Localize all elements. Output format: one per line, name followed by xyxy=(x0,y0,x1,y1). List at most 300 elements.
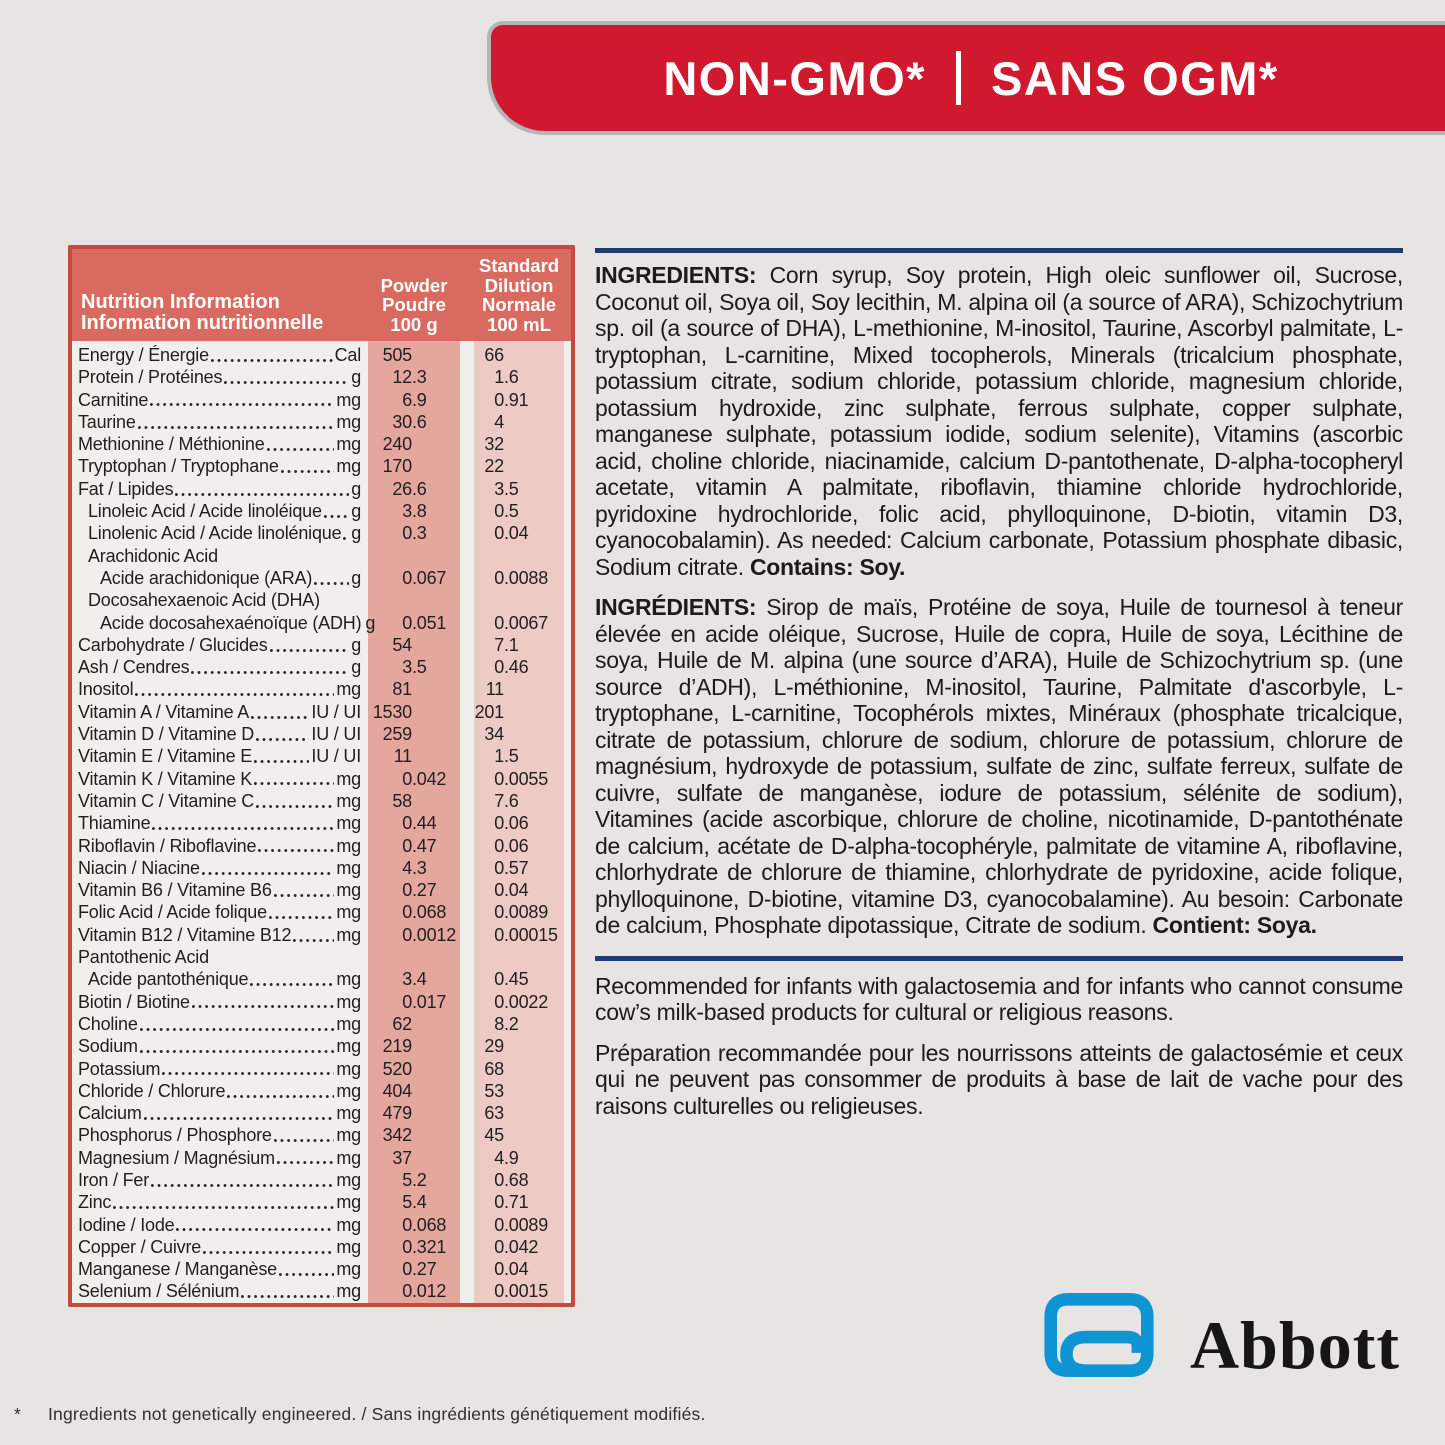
row-label-cell xyxy=(72,1258,368,1280)
column-gap xyxy=(460,389,474,411)
row-label-cell xyxy=(72,879,368,901)
leader-dots xyxy=(162,1058,334,1080)
table-row xyxy=(72,1191,571,1213)
dilution-value: 0 .0055 xyxy=(494,768,549,789)
row-label: Vitamin D / Vitamine D xyxy=(78,724,255,745)
table-row xyxy=(72,1124,571,1146)
dilution-value: 0 .00015 xyxy=(494,924,558,945)
divider-rule-bottom xyxy=(595,956,1403,961)
dilution-value: 0 .57 xyxy=(494,857,529,878)
row-unit: g xyxy=(351,657,361,678)
dilution-value: 0 .68 xyxy=(494,1169,529,1190)
powder-value: 505 xyxy=(382,345,412,365)
dilution-value: 7 .1 xyxy=(494,634,519,655)
table-title xyxy=(72,249,368,341)
column-gap xyxy=(460,1169,474,1191)
row-label: Manganese / Manganèse xyxy=(78,1259,277,1280)
powder-value: 0 .0012 xyxy=(402,924,457,945)
abbott-logo xyxy=(1044,1293,1400,1383)
row-unit: mg xyxy=(336,1058,361,1079)
row-label: Inositol xyxy=(78,679,134,700)
row-label: Methionine / Méthionine xyxy=(78,434,265,455)
dilution-value: 3 .5 xyxy=(494,478,519,499)
row-unit: g xyxy=(351,634,361,655)
row-label-cell xyxy=(72,478,368,500)
row-label-cell xyxy=(72,656,368,678)
row-label-cell xyxy=(72,991,368,1013)
leader-dots xyxy=(113,1191,334,1213)
bold-text: Contient: Soya. xyxy=(1152,912,1317,938)
column-gap xyxy=(460,1035,474,1057)
row-label: Riboflavin / Riboflavine xyxy=(78,835,257,856)
body-text: Sirop de maïs, Protéine de soya, Huile de tournesol à teneur élevée en acide oléique, Sucrose, Huile de copra, Huile de soya, Lécithine de soya, Huile de M. alpina (une source d’ARA), Huile de Schizochytrium sp. (une source d’ADH), L-méthionine, M-inositol, Taurine, Palmitate d'ascorbyle, L-tryptophane, L-carnitine, Tocophérols mixtes, Minéraux (phosphate tricalcique, citrate de potassium, chlorure de sodium, chlorure de potassium, chlorure de magnésium, hydroxyde de potassium, sulfate de zinc, sulfate ferreux, sulfate de cuivre, sulfate de manganèse, iodure de potassium, sélénite de sodium), Vitamines (acide ascorbique, chlorure de choline, nicotinamide, D-pantothénate de calcium, acétate de D-alpha-tocophéryle, palmitate de vitamine A, riboflavine, chlorhydrate de chlorure de thiamine, chlorhydrate de pyridoxine, acide folique, phylloquinone, D-biotine, vitamine D3, cyanocobalamine). Au besoin: Carbonate de calcium, Phosphate dipotassique, Citrate de sodium. xyxy=(595,594,1403,938)
row-label-cell xyxy=(72,567,368,589)
row-label-cell xyxy=(72,522,368,544)
table-row xyxy=(72,812,571,834)
dilution-value: 0 .06 xyxy=(494,813,529,834)
row-label-cell xyxy=(72,678,368,700)
row-label-cell xyxy=(72,589,368,611)
powder-value: 0 .44 xyxy=(402,813,437,834)
footnote xyxy=(14,1404,706,1425)
row-label-cell xyxy=(72,1102,368,1124)
table-row xyxy=(72,745,571,767)
column-gap xyxy=(460,723,474,745)
ingredients-fr-paragraph xyxy=(595,594,1403,939)
row-label: Selenium / Sélénium xyxy=(78,1281,240,1302)
row-label: Choline xyxy=(78,1013,138,1034)
abbott-a-icon xyxy=(1044,1293,1154,1377)
row-label: Protein / Protéines xyxy=(78,367,223,388)
column-gap xyxy=(460,1080,474,1102)
table-row xyxy=(72,857,571,879)
table-row xyxy=(72,1236,571,1258)
table-body xyxy=(72,341,571,1303)
row-label: Carnitine xyxy=(78,389,149,410)
leader-dots xyxy=(279,1258,334,1280)
table-row xyxy=(72,701,571,723)
row-label: Linoleic Acid / Acide linoléique xyxy=(88,501,322,522)
row-unit: IU / UI xyxy=(311,746,361,767)
dilution-value: 63 xyxy=(484,1103,504,1124)
row-unit: mg xyxy=(336,434,361,455)
leader-dots xyxy=(267,433,335,455)
row-unit: mg xyxy=(336,790,361,811)
row-label-cell xyxy=(72,790,368,812)
column-gap xyxy=(460,366,474,388)
row-label-cell xyxy=(72,634,368,656)
table-row xyxy=(72,1169,571,1191)
powder-header-line: Poudre xyxy=(382,294,446,315)
leader-dots xyxy=(270,634,350,656)
footnote-text: Ingredients not genetically engineered. / Sans ingrédients génétiquement modifiés. xyxy=(48,1404,706,1424)
column-gap xyxy=(460,455,474,477)
row-label-cell xyxy=(72,1035,368,1057)
powder-value: 0 .068 xyxy=(402,902,447,923)
row-label: Pantothenic Acid xyxy=(78,947,209,968)
table-row xyxy=(72,389,571,411)
leader-dots xyxy=(274,879,335,901)
leader-dots xyxy=(277,1147,335,1169)
powder-value: 0 .27 xyxy=(402,880,437,901)
dilution-value: 0 .0067 xyxy=(494,612,549,633)
row-unit: mg xyxy=(336,857,361,878)
dilution-value: 0 .0089 xyxy=(494,1214,549,1235)
row-label: Niacin / Niacine xyxy=(78,857,200,878)
powder-value: 3 .4 xyxy=(402,969,427,990)
leader-dots xyxy=(251,701,309,723)
table-row xyxy=(72,433,571,455)
row-unit: mg xyxy=(336,902,361,923)
dilution-value: 29 xyxy=(484,1036,504,1057)
leader-dots xyxy=(324,500,349,522)
leader-dots xyxy=(140,1013,335,1035)
dilution-value: 0 .71 xyxy=(494,1192,529,1213)
powder-value: 0 .012 xyxy=(402,1281,447,1302)
powder-value: 11 xyxy=(393,746,412,767)
leader-dots xyxy=(140,1035,335,1057)
row-label-cell xyxy=(72,812,368,834)
leader-dots xyxy=(281,455,335,477)
table-row xyxy=(72,478,571,500)
table-row xyxy=(72,946,571,968)
leader-dots xyxy=(144,1102,335,1124)
column-gap xyxy=(460,634,474,656)
row-unit: g xyxy=(351,478,361,499)
bold-text: INGRÉDIENTS: xyxy=(595,594,757,620)
row-unit: mg xyxy=(336,924,361,945)
row-label-cell xyxy=(72,924,368,946)
column-gap xyxy=(460,612,474,634)
row-label-cell xyxy=(72,1214,368,1236)
row-unit: mg xyxy=(336,1281,361,1302)
leader-dots xyxy=(152,812,334,834)
row-unit: mg xyxy=(336,1147,361,1168)
row-unit: mg xyxy=(336,991,361,1012)
row-unit: IU / UI xyxy=(311,724,361,745)
leader-dots xyxy=(224,366,349,388)
leader-dots xyxy=(269,901,334,923)
row-label-cell xyxy=(72,612,376,634)
powder-value: 479 xyxy=(382,1103,412,1124)
powder-header-line: Powder xyxy=(380,274,448,296)
dilution-value: 0 .0015 xyxy=(494,1281,549,1302)
row-label-cell xyxy=(72,901,368,923)
row-label: Vitamin A / Vitamine A xyxy=(78,701,250,722)
row-label: Fat / Lipides xyxy=(78,478,174,499)
row-label: Copper / Cuivre xyxy=(78,1236,202,1257)
dilution-value: 4 .9 xyxy=(494,1147,519,1168)
row-label: Ash / Cendres xyxy=(78,657,190,678)
row-label-cell xyxy=(72,433,368,455)
banner-text-fr: SANS OGM* xyxy=(990,51,1279,105)
column-gap xyxy=(460,879,474,901)
row-unit: mg xyxy=(336,1013,361,1034)
table-header xyxy=(72,249,571,341)
banner-divider xyxy=(956,51,961,105)
row-label-cell xyxy=(72,455,368,477)
row-label: Sodium xyxy=(78,1036,138,1057)
column-gap xyxy=(460,835,474,857)
dilution-value: 11 xyxy=(485,679,504,700)
dilution-header-line: 100 mL xyxy=(487,313,551,335)
row-unit: mg xyxy=(336,835,361,856)
row-label: Potassium xyxy=(78,1058,161,1079)
row-unit: mg xyxy=(336,1192,361,1213)
row-label: Docosahexaenoic Acid (DHA) xyxy=(88,590,320,611)
column-gap xyxy=(460,946,474,968)
dilution-value: 4 xyxy=(494,411,504,432)
table-title-fr: Information nutritionnelle xyxy=(81,312,324,334)
powder-value xyxy=(368,946,460,968)
row-label-cell xyxy=(72,1080,368,1102)
dilution-value: 8 .2 xyxy=(494,1013,519,1034)
dilution-value xyxy=(474,545,564,567)
row-label-cell xyxy=(72,1280,368,1302)
column-gap xyxy=(460,745,474,767)
row-unit: mg xyxy=(336,1036,361,1057)
table-row xyxy=(72,455,571,477)
row-label: Vitamin C / Vitamine C xyxy=(78,790,255,811)
table-row xyxy=(72,612,571,634)
leader-dots xyxy=(135,678,334,700)
leader-dots xyxy=(343,522,349,544)
ingredients-en-paragraph xyxy=(595,262,1403,580)
table-row xyxy=(72,344,571,366)
powder-value: 4 .3 xyxy=(402,857,427,878)
row-label-cell xyxy=(72,701,368,723)
dilution-value: 1 .6 xyxy=(494,367,519,388)
dilution-value: 7 .6 xyxy=(494,790,519,811)
leader-dots xyxy=(241,1280,334,1302)
row-unit: mg xyxy=(336,768,361,789)
column-gap xyxy=(460,567,474,589)
powder-value: 54 xyxy=(392,634,412,655)
row-label-cell xyxy=(72,545,368,567)
table-row xyxy=(72,1214,571,1236)
ingredients-section xyxy=(595,248,1403,1119)
column-gap xyxy=(460,411,474,433)
table-row xyxy=(72,545,571,567)
powder-value: 170 xyxy=(382,456,412,477)
column-gap xyxy=(460,433,474,455)
row-label-cell xyxy=(72,1058,368,1080)
row-label: Vitamin B6 / Vitamine B6 xyxy=(78,880,272,901)
column-gap xyxy=(460,790,474,812)
row-label-cell xyxy=(72,1191,368,1213)
table-row xyxy=(72,924,571,946)
row-unit: mg xyxy=(336,456,361,477)
table-row xyxy=(72,1258,571,1280)
row-label: Iron / Fer xyxy=(78,1169,150,1190)
row-unit: mg xyxy=(336,411,361,432)
table-row xyxy=(72,768,571,790)
dilution-value: 53 xyxy=(484,1080,504,1101)
table-row xyxy=(72,1013,571,1035)
table-row xyxy=(72,723,571,745)
table-title-en: Nutrition Information xyxy=(81,291,280,313)
row-label-cell xyxy=(72,344,368,366)
column-gap xyxy=(460,1258,474,1280)
dilution-value: 32 xyxy=(484,434,504,455)
leader-dots xyxy=(274,1124,335,1146)
row-label-cell xyxy=(72,1013,368,1035)
dilution-header-line: Dilution xyxy=(484,274,554,296)
dilution-value: 34 xyxy=(484,724,504,745)
powder-value: 30 .6 xyxy=(392,411,427,432)
leader-dots xyxy=(256,723,309,745)
table-row xyxy=(72,656,571,678)
column-gap xyxy=(460,1280,474,1302)
leader-dots xyxy=(254,768,334,790)
leader-dots xyxy=(258,835,334,857)
row-unit: mg xyxy=(336,1103,361,1124)
column-gap xyxy=(460,1102,474,1124)
column-gap xyxy=(460,901,474,923)
column-gap xyxy=(460,1236,474,1258)
row-label: Folic Acid / Acide folique xyxy=(78,902,267,923)
table-row xyxy=(72,634,571,656)
powder-value: 6 .9 xyxy=(402,389,427,410)
row-label: Iodine / Iode xyxy=(78,1214,175,1235)
powder-value: 0 .042 xyxy=(402,768,447,789)
leader-dots xyxy=(175,478,349,500)
row-label: Magnesium / Magnésium xyxy=(78,1147,275,1168)
table-row xyxy=(72,678,571,700)
table-row xyxy=(72,567,571,589)
row-unit: mg xyxy=(336,880,361,901)
dilution-value: 0 .5 xyxy=(494,501,519,522)
leader-dots xyxy=(191,656,349,678)
dilution-value xyxy=(474,589,564,611)
powder-value: 520 xyxy=(382,1058,412,1079)
leader-dots xyxy=(192,991,335,1013)
powder-value: 342 xyxy=(382,1125,412,1146)
row-label-cell xyxy=(72,411,368,433)
dilution-value: 66 xyxy=(484,345,504,365)
row-label: Taurine xyxy=(78,411,136,432)
table-row xyxy=(72,790,571,812)
row-label-cell xyxy=(72,1169,368,1191)
row-unit: mg xyxy=(336,1259,361,1280)
row-label: Carbohydrate / Glucides xyxy=(78,634,268,655)
powder-value: 0 .017 xyxy=(402,991,447,1012)
leader-dots xyxy=(202,857,335,879)
dilution-value: 0 .46 xyxy=(494,657,529,678)
table-row xyxy=(72,1280,571,1302)
powder-value: 0 .051 xyxy=(402,612,447,633)
powder-value: 240 xyxy=(382,434,412,455)
row-unit: mg xyxy=(336,813,361,834)
bold-text: INGREDIENTS: xyxy=(595,262,757,288)
column-gap xyxy=(460,344,474,366)
column-gap xyxy=(460,1013,474,1035)
row-unit: g xyxy=(351,523,361,544)
table-row xyxy=(72,968,571,990)
row-label-cell xyxy=(72,968,368,990)
dilution-header-line: Normale xyxy=(481,294,557,315)
row-label: Calcium xyxy=(78,1103,142,1124)
powder-value: 0 .068 xyxy=(402,1214,447,1235)
footnote-asterisk: * xyxy=(14,1404,22,1424)
column-gap xyxy=(460,701,474,723)
row-unit: Cal xyxy=(334,345,361,365)
dilution-header-line: Standard xyxy=(478,255,560,276)
row-unit: mg xyxy=(336,1080,361,1101)
row-label-cell xyxy=(72,500,368,522)
body-text: Corn syrup, Soy protein, High oleic sunflower oil, Sucrose, Coconut oil, Soya oil, Soy lecithin, M. alpina oil (a source of ARA), Schizochytrium sp. oil (a source of DHA), L-methionine, M-inositol, Taurine, Ascorbyl palmitate, L-tryptophan, L-carnitine, Mixed tocopherols, Minerals (tricalcium phosphate, potassium citrate, sodium chloride, potassium chloride, magnesium chloride, potassium hydroxide, zinc sulphate, ferrous sulphate, copper sulphate, manganese sulphate, potassium iodide, sodium selenite), Vitamins (ascorbic acid, choline chloride, niacinamide, calcium D-pantothenate, D-alpha-tocopheryl acetate, vitamin A palmitate, riboflavin, thiamine chloride hydrochloride, pyridoxine hydrochloride, folic acid, phylloquinone, D-biotin, vitamin D3, cyanocobalamin). As needed: Calcium carbonate, Potassium phosphate dibasic, Sodium citrate. xyxy=(595,262,1403,580)
row-label: Vitamin K / Vitamine K xyxy=(78,768,253,789)
leader-dots xyxy=(176,1214,334,1236)
powder-value: 5 .2 xyxy=(402,1169,427,1190)
row-label-cell xyxy=(72,1236,368,1258)
column-gap xyxy=(460,478,474,500)
row-unit: g xyxy=(351,567,361,588)
dilution-value: 201 xyxy=(474,701,504,722)
column-gap xyxy=(460,812,474,834)
row-label: Acide arachidonique (ARA) xyxy=(100,567,313,588)
row-label: Energy / Énergie xyxy=(78,345,209,365)
powder-value: 12 .3 xyxy=(392,367,427,388)
column-gap xyxy=(460,522,474,544)
powder-value: 0 .27 xyxy=(402,1259,437,1280)
powder-value: 0 .321 xyxy=(402,1236,447,1257)
dilution-value xyxy=(474,946,564,968)
leader-dots xyxy=(211,344,333,366)
table-row xyxy=(72,835,571,857)
row-label: Thiamine xyxy=(78,813,151,834)
column-gap xyxy=(460,545,474,567)
row-unit: g xyxy=(351,501,361,522)
row-label: Zinc xyxy=(78,1192,112,1213)
row-label-cell xyxy=(72,366,368,388)
row-label-cell xyxy=(72,745,368,767)
dilution-value: 0 .45 xyxy=(494,969,529,990)
dilution-value: 0 .042 xyxy=(494,1236,539,1257)
row-label-cell xyxy=(72,768,368,790)
leader-dots xyxy=(314,567,349,589)
table-row xyxy=(72,411,571,433)
column-gap xyxy=(460,924,474,946)
powder-value: 404 xyxy=(382,1080,412,1101)
row-label-cell xyxy=(72,1147,368,1169)
dilution-column-header xyxy=(474,249,564,341)
table-row xyxy=(72,991,571,1013)
leader-dots xyxy=(227,1080,334,1102)
column-gap xyxy=(460,678,474,700)
table-row xyxy=(72,879,571,901)
dilution-value: 0 .04 xyxy=(494,880,529,901)
table-row xyxy=(72,901,571,923)
table-row xyxy=(72,1035,571,1057)
bold-text: Contains: Soy. xyxy=(750,553,906,580)
abbott-wordmark: Abbott xyxy=(1189,1306,1400,1383)
row-label: Vitamin E / Vitamine E xyxy=(78,746,253,767)
powder-value xyxy=(368,545,460,567)
dilution-value: 0 .91 xyxy=(494,389,529,410)
row-label: Vitamin B12 / Vitamine B12 xyxy=(78,924,292,945)
leader-dots xyxy=(256,790,334,812)
row-unit: mg xyxy=(336,1236,361,1257)
recommendation-fr: Préparation recommandée pour les nourrissons atteints de galactosémie et ceux qui ne peuvent pas consommer de produits à base de lait de vache pour des raisons culturelles ou religieuses. xyxy=(595,1039,1403,1119)
table-row xyxy=(72,589,571,611)
dilution-value: 68 xyxy=(484,1058,504,1079)
divider-rule-top xyxy=(595,248,1403,253)
table-row xyxy=(72,1058,571,1080)
row-label-cell xyxy=(72,1124,368,1146)
column-gap xyxy=(460,857,474,879)
row-label-cell xyxy=(72,857,368,879)
